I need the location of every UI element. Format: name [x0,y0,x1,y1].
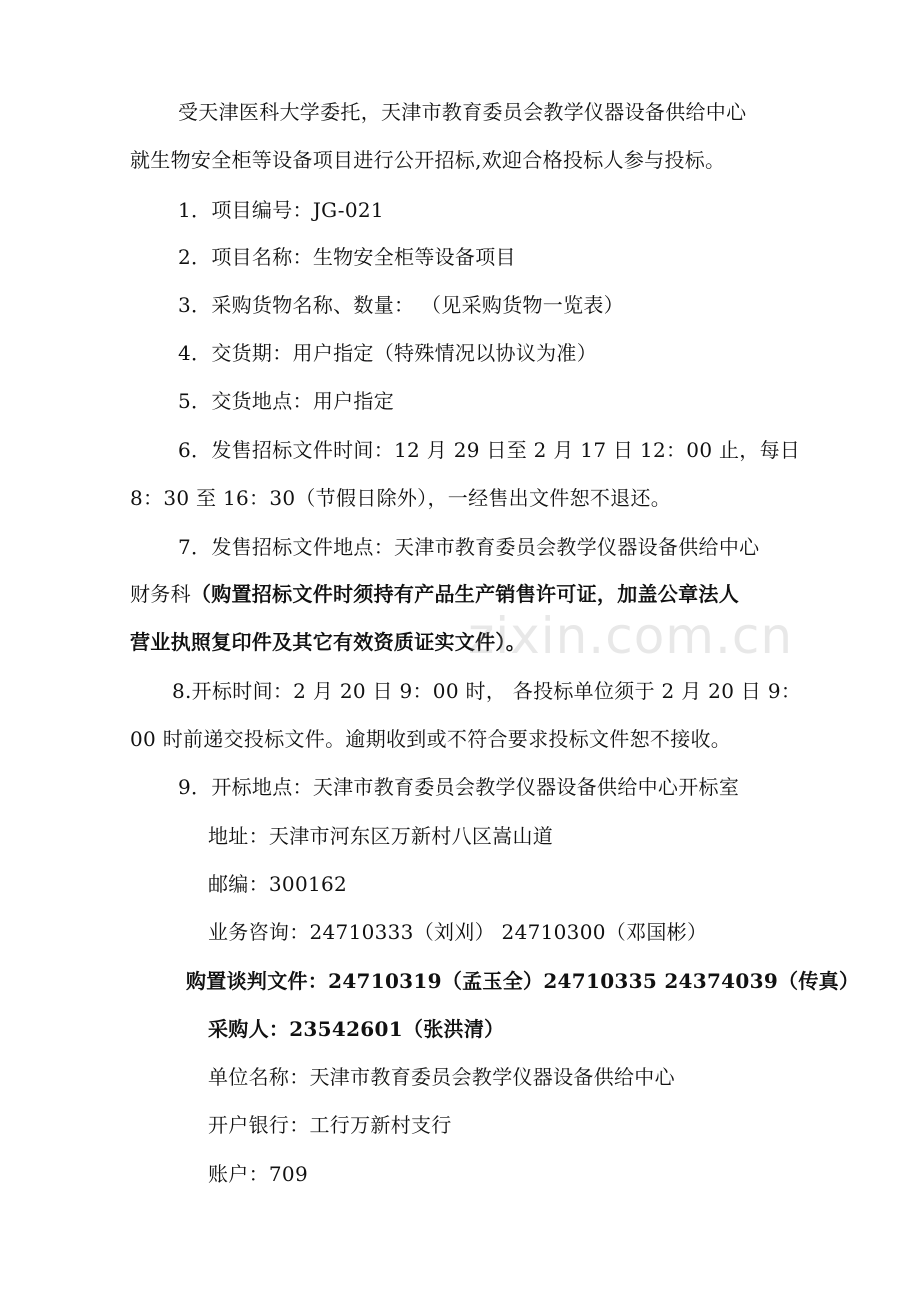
item-project-number: 1．项目编号：JG-021 [178,198,384,222]
contact-business: 业务咨询：24710333（刘刈） 24710300（邓国彬） [208,920,708,944]
item-sale-location-line-2 [130,580,739,608]
contact-buyer: 采购人：23542601（张洪清） [208,1017,505,1041]
contact-address: 地址：天津市河东区万新村八区嵩山道 [208,824,554,848]
item-opening-time-line-2: 00 时前递交投标文件。逾期收到或不符合要求投标文件恕不接收。 [130,727,732,751]
item-opening-location: 9．开标地点：天津市教育委员会教学仪器设备供给中心开标室 [178,775,740,799]
item-delivery-location: 5．交货地点：用户指定 [178,389,395,413]
item-sale-time-line-1: 6．发售招标文件时间：12 月 29 日至 2 月 17 日 12：00 止，每日 [178,438,801,462]
item-sale-location-line-3: 营业执照复印件及其它有效资质证实文件）。 [130,630,526,654]
watermark: zixin.com.cn [468,607,794,665]
contact-account: 账户：709 [208,1162,308,1186]
item-delivery-period: 4．交货期：用户指定（特殊情况以协议为准） [178,341,598,365]
item-opening-time-line-1: 8.开标时间：2 月 20 日 9：00 时， 各投标单位须于 2 月 20 日 9： [172,679,802,703]
item-goods: 3．采购货物名称、数量： （见采购货物一览表） [178,293,624,317]
item-sale-location-line-1: 7．发售招标文件地点：天津市教育委员会教学仪器设备供给中心 [178,535,760,559]
intro-line-2: 就生物安全柜等设备项目进行公开招标,欢迎合格投标人参与投标。 [130,148,726,172]
finance-dept-text: 财务科 [130,582,191,606]
contact-postcode: 邮编：300162 [208,872,348,896]
contact-purchase-docs: 购置谈判文件：24710319（孟玉全）24710335 24374039（传真） [186,969,860,993]
intro-line-1: 受天津医科大学委托，天津市教育委员会教学仪器设备供给中心 [178,100,747,124]
purchase-requirement-text: （购置招标文件时须持有产品生产销售许可证，加盖公章法人 [190,582,740,606]
item-project-name: 2．项目名称：生物安全柜等设备项目 [178,245,516,269]
contact-bank: 开户银行：工行万新村支行 [208,1113,452,1137]
item-sale-time-line-2: 8：30 至 16：30（节假日除外），一经售出文件恕不退还。 [130,486,672,510]
contact-unit-name: 单位名称：天津市教育委员会教学仪器设备供给中心 [208,1065,675,1089]
